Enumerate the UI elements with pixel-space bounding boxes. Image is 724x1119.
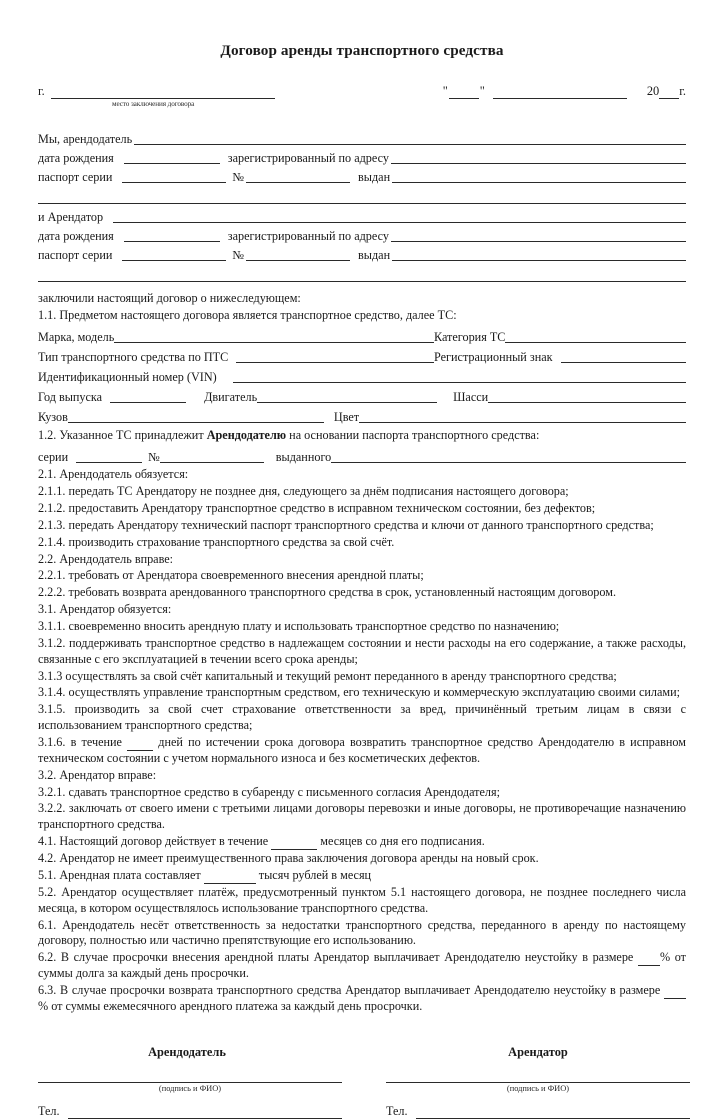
vehicle-year-input[interactable] [110, 390, 186, 403]
vehicle-make-category-row [38, 330, 686, 343]
header-city-date-row [38, 84, 686, 99]
vehicle-color-label: Цвет [333, 410, 360, 425]
clause-5-2: 5.2. Арендатор осуществляет платёж, предусмотренный пунктом 5.1 настоящего договора, не позднее последнего числа месяца, в котором осуществлялось использование транспортного средства. [38, 884, 686, 915]
clause-1-1: 1.1. Предметом настоящего договора является транспортное средство, далее ТС: [38, 307, 457, 322]
lessor-address-input[interactable] [391, 151, 686, 164]
vehicle-engine-label: Двигатель [204, 390, 258, 405]
clause-4-1-months-input[interactable] [271, 838, 317, 850]
clause-6-3-before: 6.3. В случае просрочки возврата транспортного средства Арендатор выплачивает Арендодателю неустойку в размере [38, 982, 664, 997]
vehicle-category-label: Категория ТС [434, 330, 506, 345]
lessee-signature-input[interactable] [386, 1060, 690, 1083]
lessee-intro-label: и Арендатор [38, 209, 104, 224]
lessee-passport-series-input[interactable] [122, 248, 226, 261]
lessor-passport-number-input[interactable] [246, 170, 350, 183]
lessee-issued-label: выдан [358, 247, 391, 262]
vehicle-category-input[interactable] [505, 330, 686, 343]
pts-series-label: серии [38, 450, 69, 465]
clause-1-2 [38, 428, 686, 444]
lessee-birth-address-line [38, 229, 686, 242]
vehicle-type-group [38, 350, 434, 363]
clause-1-2-bold-lessor: Арендодателю [206, 428, 287, 443]
clause-1-2-text-part1: 1.2. Указанное ТС принадлежит [38, 428, 207, 443]
document-sheet [38, 0, 686, 1119]
clause-5-1-amount-input[interactable] [204, 872, 256, 884]
lessor-passport-line [38, 170, 686, 183]
lessor-signature-caption: (подпись и ФИО) [158, 1083, 222, 1093]
year-prefix: 20 [646, 83, 660, 98]
pts-number-symbol: № [148, 450, 160, 465]
lessor-name-line [38, 132, 686, 145]
lessor-extra-line[interactable] [38, 191, 686, 204]
lessor-phone-input[interactable] [68, 1106, 342, 1119]
vehicle-category-group [434, 330, 686, 343]
clause-4-2: 4.2. Арендатор не имеет преимущественного права заключения договора аренды на новый срок. [38, 851, 539, 866]
vehicle-engine-input[interactable] [257, 390, 437, 403]
clause-4-1-before: 4.1. Настоящий договор действует в течение [38, 834, 272, 849]
signature-block [38, 1045, 686, 1119]
lessor-signature-input[interactable] [38, 1060, 342, 1083]
city-label: г. [38, 83, 45, 98]
clause-3-1-2: 3.1.2. поддерживать транспортное средство в надлежащем состоянии и нести расходы на его содержание, а также расходы, связанные с его эксплуатацией в течении всего срока аренды; [38, 635, 686, 666]
clause-5-1-before: 5.1. Арендная плата составляет [38, 867, 204, 882]
lessor-phone-label: Тел. [38, 1103, 60, 1118]
vehicle-type-plate-row [38, 350, 686, 363]
lessee-extra-line[interactable] [38, 269, 686, 282]
lessor-registered-label: зарегистрированный по адресу [227, 150, 389, 165]
clause-6-2 [38, 950, 686, 982]
lessee-phone-input[interactable] [416, 1106, 690, 1119]
vehicle-plate-group [434, 350, 686, 363]
vehicle-chassis-label: Шасси [453, 390, 489, 405]
vehicle-type-label: Тип транспортного средства по ПТС [38, 350, 229, 365]
lessee-signature-title: Арендатор [508, 1044, 568, 1059]
vehicle-year-engine-chassis-row [38, 390, 686, 403]
lessor-birth-label: дата рождения [38, 150, 114, 165]
page-title: Договор аренды транспортного средства [220, 42, 504, 59]
pts-number-input[interactable] [160, 450, 264, 463]
vehicle-chassis-input[interactable] [488, 390, 686, 403]
quote-close: " [479, 83, 485, 98]
clause-5-1 [38, 868, 686, 884]
vehicle-make-label: Марка, модель [38, 330, 115, 345]
vehicle-vin-label: Идентификационный номер (VIN) [38, 370, 217, 385]
clause-5-1-after: тысяч рублей в месяц [255, 867, 372, 882]
lessee-registered-label: зарегистрированный по адресу [227, 228, 389, 243]
clause-3-1-6-after: дней по истечении срока договора возвратить транспортное средство Арендодателю в исправном техническом состоянии с учетом нормального износа и без косметических дефектов. [38, 735, 686, 765]
clause-3-2-2: 3.2.2. заключать от своего имени с третьими лицами договоры перевозки и иные договоры, не противоречащие назначению транспортного средства. [38, 801, 686, 832]
lessor-rights-title: 2.2. Арендодатель вправе: [38, 551, 174, 566]
lessee-number-symbol: № [232, 247, 245, 262]
lessee-party-block [38, 210, 686, 282]
lessee-obligations-title: 3.1. Арендатор обязуется: [38, 602, 172, 617]
pts-issued-input[interactable] [331, 450, 686, 463]
lessor-passport-series-input[interactable] [122, 170, 226, 183]
clause-6-3-percent-input[interactable] [664, 987, 686, 999]
city-input[interactable] [51, 85, 275, 99]
lessor-passport-label: паспорт серии [38, 169, 113, 184]
clause-4-1-after: месяцев со дня его подписания. [317, 834, 485, 849]
clause-3-1-3: 3.1.3 осуществлять за свой счёт капитальный и текущий ремонт переданного в аренду транспортного средства; [38, 668, 617, 683]
year-suffix: г. [679, 83, 686, 98]
clause-3-1-5: 3.1.5. производить за свой счет страхование ответственности за вред, причинённый третьим лицам в связи с использованием транспортного средства; [38, 702, 686, 733]
vehicle-body-label: Кузов [38, 410, 68, 425]
clause-2-1-1: 2.1.1. передать ТС Арендатору не позднее дня, следующего за днём подписания настоящего договора; [38, 484, 569, 499]
lessee-address-input[interactable] [391, 229, 686, 242]
clause-4-1 [38, 834, 686, 850]
pts-series-row [38, 450, 686, 463]
lessor-birth-input[interactable] [124, 151, 220, 164]
lessee-issued-input[interactable] [392, 248, 686, 261]
clause-1-2-text-part2: на основании паспорта транспортного средства: [286, 428, 540, 443]
clause-3-1-6-days-input[interactable] [127, 739, 153, 751]
vehicle-make-group [38, 330, 434, 343]
vehicle-year-label: Год выпуска [38, 390, 103, 405]
lessor-signature-column [38, 1045, 362, 1119]
lessee-passport-label: паспорт серии [38, 247, 113, 262]
month-input[interactable] [493, 85, 627, 99]
clause-6-2-after: % от суммы долга за каждый день просрочки. [38, 950, 686, 981]
clause-6-3-after: % от суммы ежемесячного арендного платежа за каждый день просрочки. [38, 998, 423, 1013]
lessor-issued-input[interactable] [392, 170, 686, 183]
clause-6-1: 6.1. Арендодатель несёт ответственность за недостатки транспортного средства, переданного в аренду по настоящему договору, полностью или частично препятствующие его использованию. [38, 917, 686, 948]
quote-open: " [442, 83, 448, 98]
lessor-party-block [38, 132, 686, 204]
vehicle-type-input[interactable] [236, 350, 434, 363]
lessee-signature-caption: (подпись и ФИО) [506, 1083, 570, 1093]
day-input[interactable] [449, 85, 479, 99]
lessee-birth-label: дата рождения [38, 228, 114, 243]
lessee-name-line [38, 210, 686, 223]
lessee-name-input[interactable] [113, 210, 686, 223]
lessee-phone-line [386, 1104, 690, 1119]
lessee-passport-line [38, 248, 686, 261]
clause-3-1-6-before: 3.1.6. в течение [38, 735, 128, 750]
pts-series-input[interactable] [76, 450, 142, 463]
clause-3-1-4: 3.1.4. осуществлять управление транспортным средством, его техническую и коммерческую эксплуатацию своими силами; [38, 685, 681, 700]
clause-2-1-3: 2.1.3. передать Арендатору технический паспорт транспортного средства и ключи от данного транспортного средства; [38, 517, 654, 532]
clause-3-1-1: 3.1.1. своевременно вносить арендную плату и использовать транспортное средство по назначению; [38, 619, 560, 634]
lessee-rights-title: 3.2. Арендатор вправе: [38, 767, 157, 782]
lessor-signature-title: Арендодатель [148, 1044, 226, 1059]
clause-3-2-1: 3.2.1. сдавать транспортное средство в субаренду с письменного согласия Арендодателя; [38, 784, 500, 799]
conclude-text: заключили настоящий договор о нижеследующем: [38, 290, 301, 305]
pts-issued-label: выданного [275, 450, 332, 465]
vehicle-vin-input[interactable] [233, 370, 686, 383]
clause-2-2-1: 2.2.1. требовать от Арендатора своевременного внесения арендной платы; [38, 568, 424, 583]
lessee-phone-label: Тел. [386, 1103, 408, 1118]
vehicle-body-color-row [38, 410, 686, 423]
lessor-number-symbol: № [232, 169, 245, 184]
vehicle-vin-row [38, 370, 686, 383]
clause-3-1-6 [38, 735, 686, 767]
lessor-phone-line [38, 1104, 342, 1119]
clause-6-2-before: 6.2. В случае просрочки внесения арендной платы Арендатор выплачивает Арендодателю неустойку в размере [38, 950, 638, 965]
lessor-obligations-title: 2.1. Арендодатель обязуется: [38, 467, 189, 482]
lessor-birth-address-line [38, 151, 686, 164]
clause-2-1-4: 2.1.4. производить страхование транспортного средства за свой счёт. [38, 534, 395, 549]
clause-6-2-percent-input[interactable] [638, 954, 660, 966]
vehicle-body-input[interactable] [68, 410, 324, 423]
lessee-signature-column [362, 1045, 686, 1119]
year-input[interactable] [659, 85, 679, 99]
clause-6-3 [38, 983, 686, 1015]
vehicle-color-input[interactable] [359, 410, 686, 423]
lessor-issued-label: выдан [358, 169, 391, 184]
lessee-birth-input[interactable] [124, 229, 220, 242]
lessor-name-input[interactable] [134, 132, 686, 145]
clause-2-2-2: 2.2.2. требовать возврата арендованного транспортного средства в срок, установленный настоящим договором. [38, 585, 616, 600]
lessee-passport-number-input[interactable] [246, 248, 350, 261]
vehicle-plate-label: Регистрационный знак [434, 350, 553, 365]
vehicle-plate-input[interactable] [561, 350, 686, 363]
clause-2-1-2: 2.1.2. предоставить Арендатору транспортное средство в исправном техническом состоянии, без дефектов; [38, 501, 596, 516]
vehicle-make-input[interactable] [114, 330, 434, 343]
city-field-caption: место заключения договора [112, 99, 195, 108]
lessor-intro-label: Мы, арендодатель [38, 131, 133, 146]
